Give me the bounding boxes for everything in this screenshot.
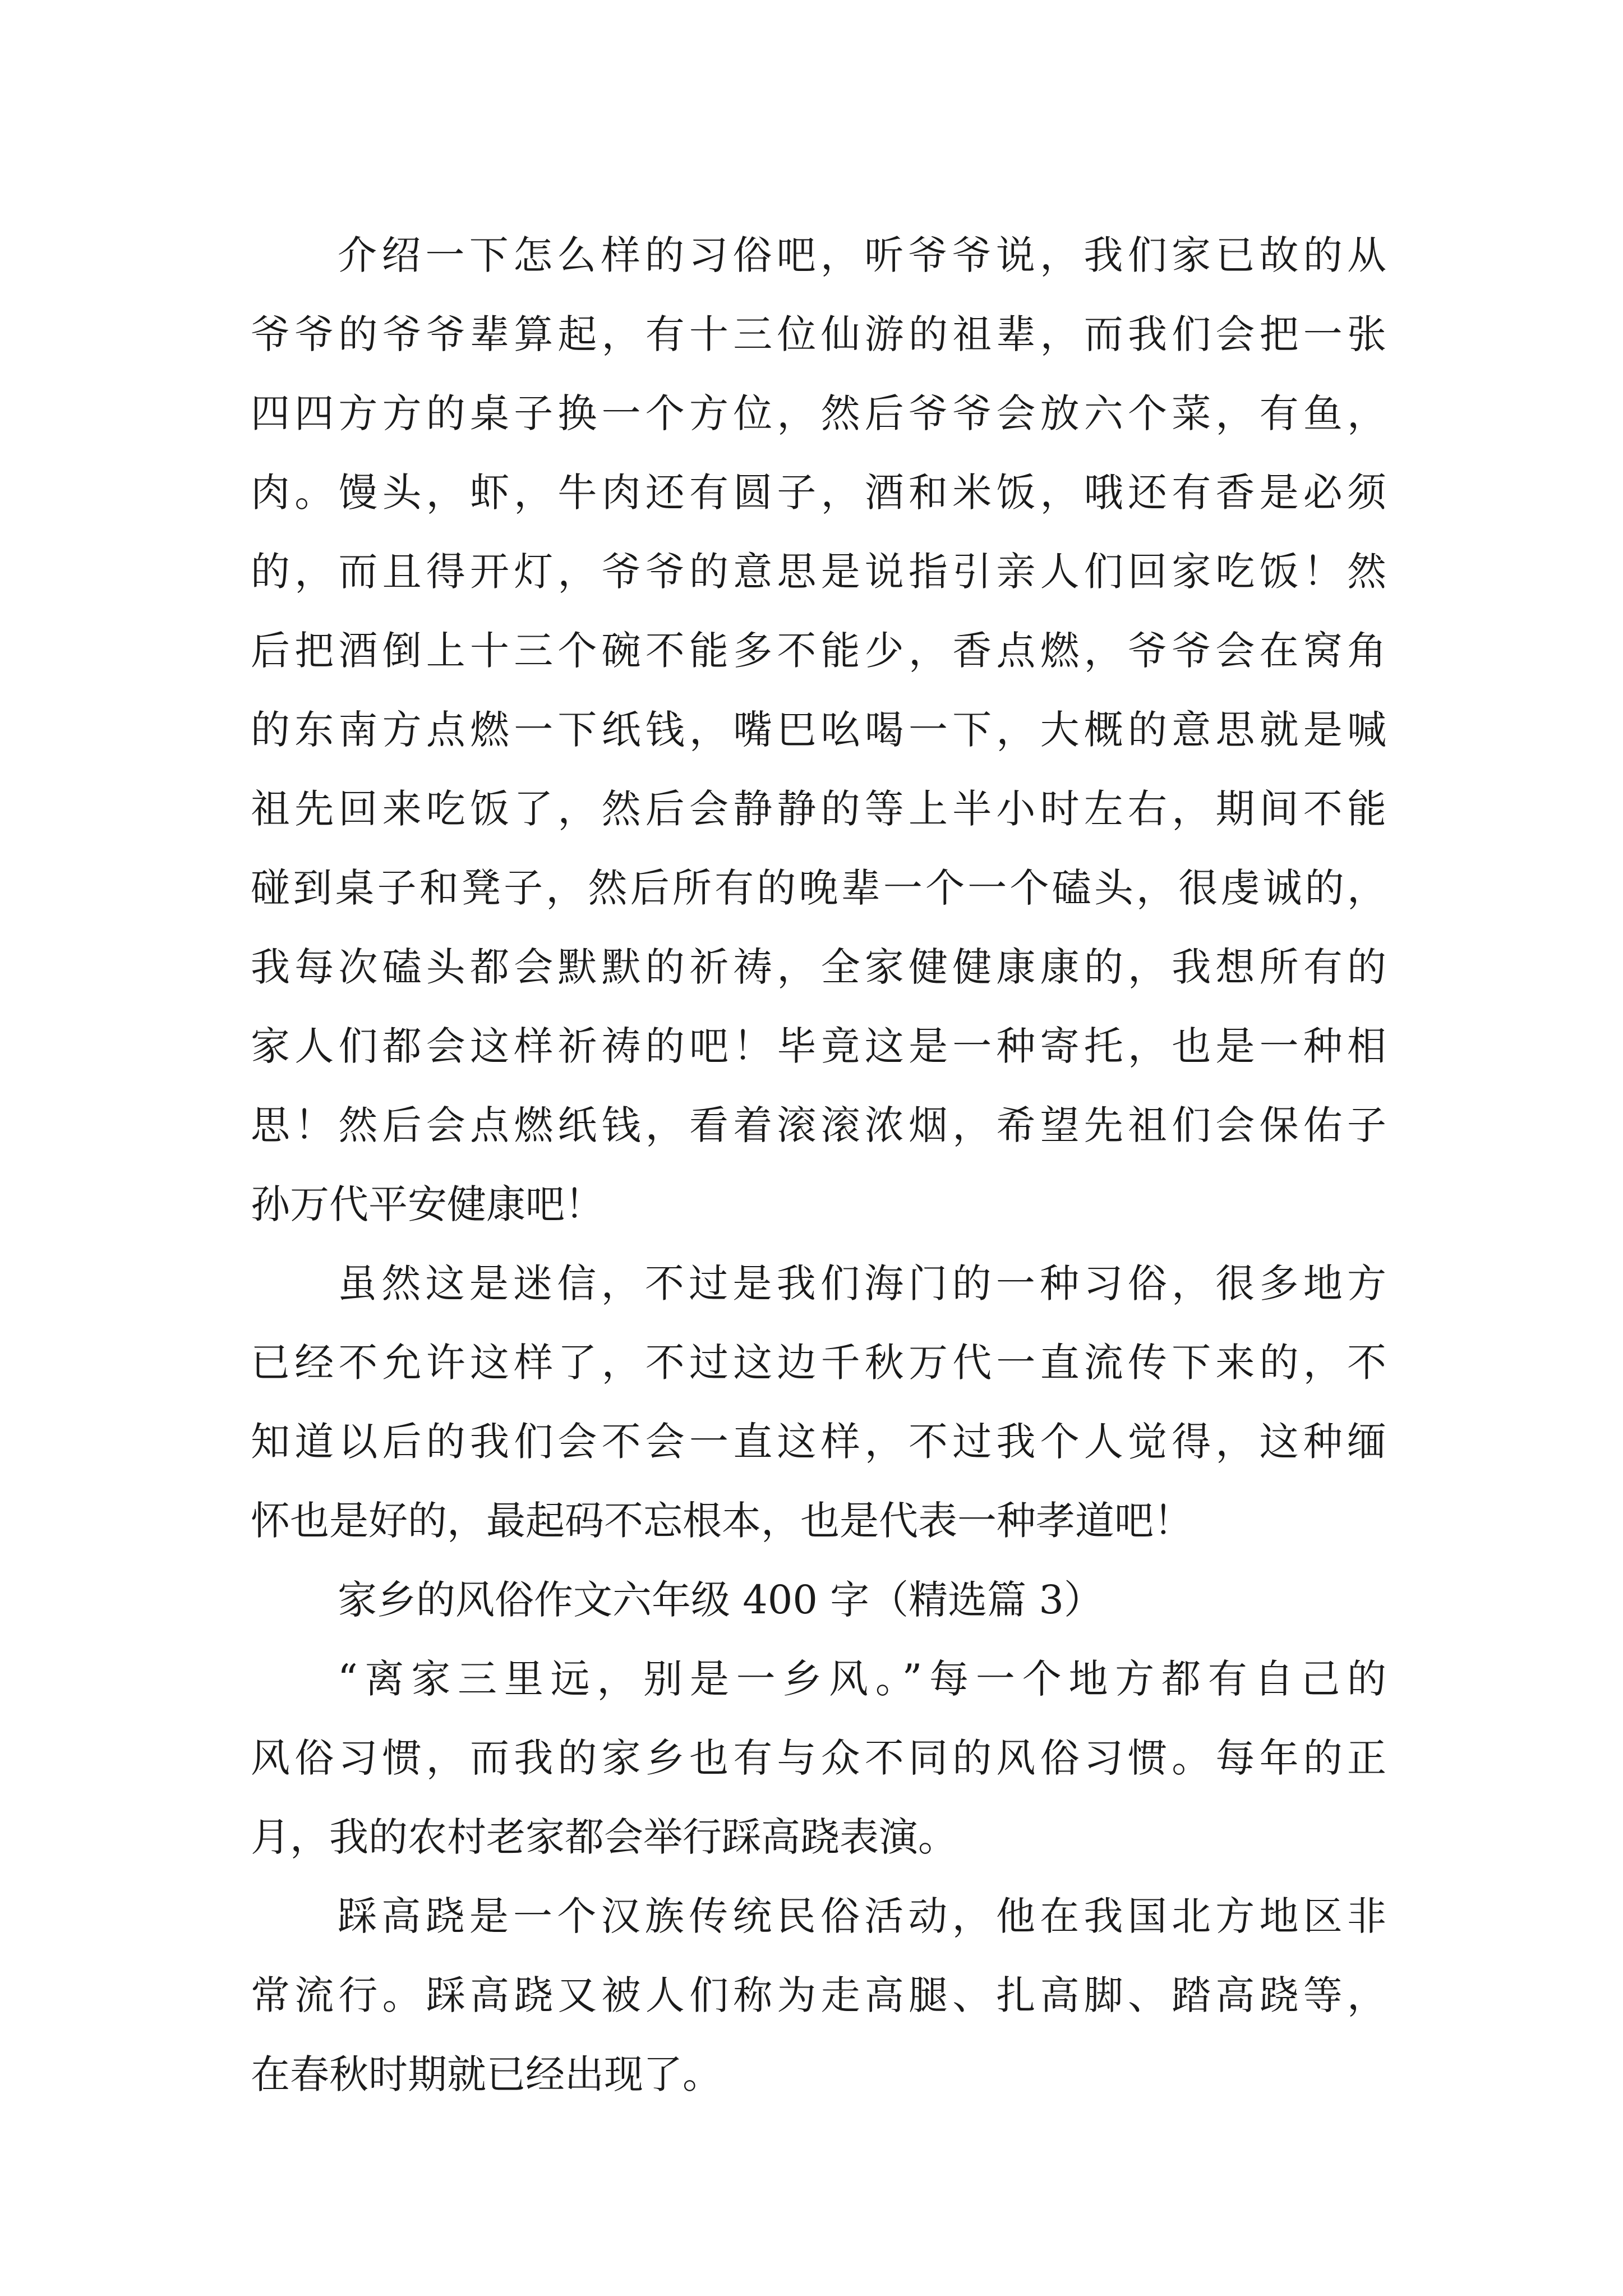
paragraph-line: 在春秋时期就已经出现了。 [251,2051,722,2097]
paragraph-line: 碰到桌子和凳子，然后所有的晚辈一个一个磕头，很虔诚的， [251,865,1386,911]
paragraph-line: 思！然后会点燃纸钱，看着滚滚浓烟，希望先祖们会保佑子 [251,1102,1386,1148]
paragraph-line: 祖先回来吃饭了，然后会静静的等上半小时左右，期间不能 [251,786,1386,832]
paragraph-line: 介绍一下怎么样的习俗吧，听爷爷说，我们家已故的从 [338,232,1386,278]
paragraph-line: 四四方方的桌子换一个方位，然后爷爷会放六个菜，有鱼， [251,390,1386,436]
paragraph-line: 肉。馒头，虾，牛肉还有圆子，酒和米饭，哦还有香是必须 [251,470,1386,516]
paragraph-line: 踩高跷是一个汉族传统民俗活动，他在我国北方地区非 [338,1893,1386,1939]
document-body [251,216,1386,2114]
paragraph-line: 月，我的农村老家都会举行踩高跷表演。 [251,1814,957,1860]
paragraph-line: 风俗习惯，而我的家乡也有与众不同的风俗习惯。每年的正 [251,1735,1386,1781]
paragraph-line: 已经不允许这样了，不过这边千秋万代一直流传下来的，不 [251,1340,1386,1386]
section-heading: 家乡的风俗作文六年级 400 字（精选篇 3） [338,1577,1103,1623]
paragraph-line: 的东南方点燃一下纸钱，嘴巴吆喝一下，大概的意思就是喊 [251,707,1386,753]
paragraph-line: 常流行。踩高跷又被人们称为走高腿、扎高脚、踏高跷等， [251,1972,1386,2018]
paragraph-line: 孙万代平安健康吧！ [251,1181,604,1227]
paragraph-line: 后把酒倒上十三个碗不能多不能少，香点燃，爷爷会在窝角 [251,628,1386,674]
paragraph-line: 家人们都会这样祈祷的吧！毕竟这是一种寄托，也是一种相 [251,1023,1386,1069]
paragraph-line: 的，而且得开灯，爷爷的意思是说指引亲人们回家吃饭！然 [251,549,1386,595]
paragraph-line: “离家三里远，别是一乡风。”每一个地方都有自己的 [338,1656,1386,1702]
paragraph-line: 虽然这是迷信，不过是我们海门的一种习俗，很多地方 [338,1260,1386,1306]
paragraph-line: 知道以后的我们会不会一直这样，不过我个人觉得，这种缅 [251,1419,1386,1465]
paragraph-line: 爷爷的爷爷辈算起，有十三位仙游的祖辈，而我们会把一张 [251,311,1386,357]
paragraph-line: 我每次磕头都会默默的祈祷，全家健健康康的，我想所有的 [251,944,1386,990]
paragraph-line: 怀也是好的，最起码不忘根本，也是代表一种孝道吧！ [251,1498,1193,1544]
